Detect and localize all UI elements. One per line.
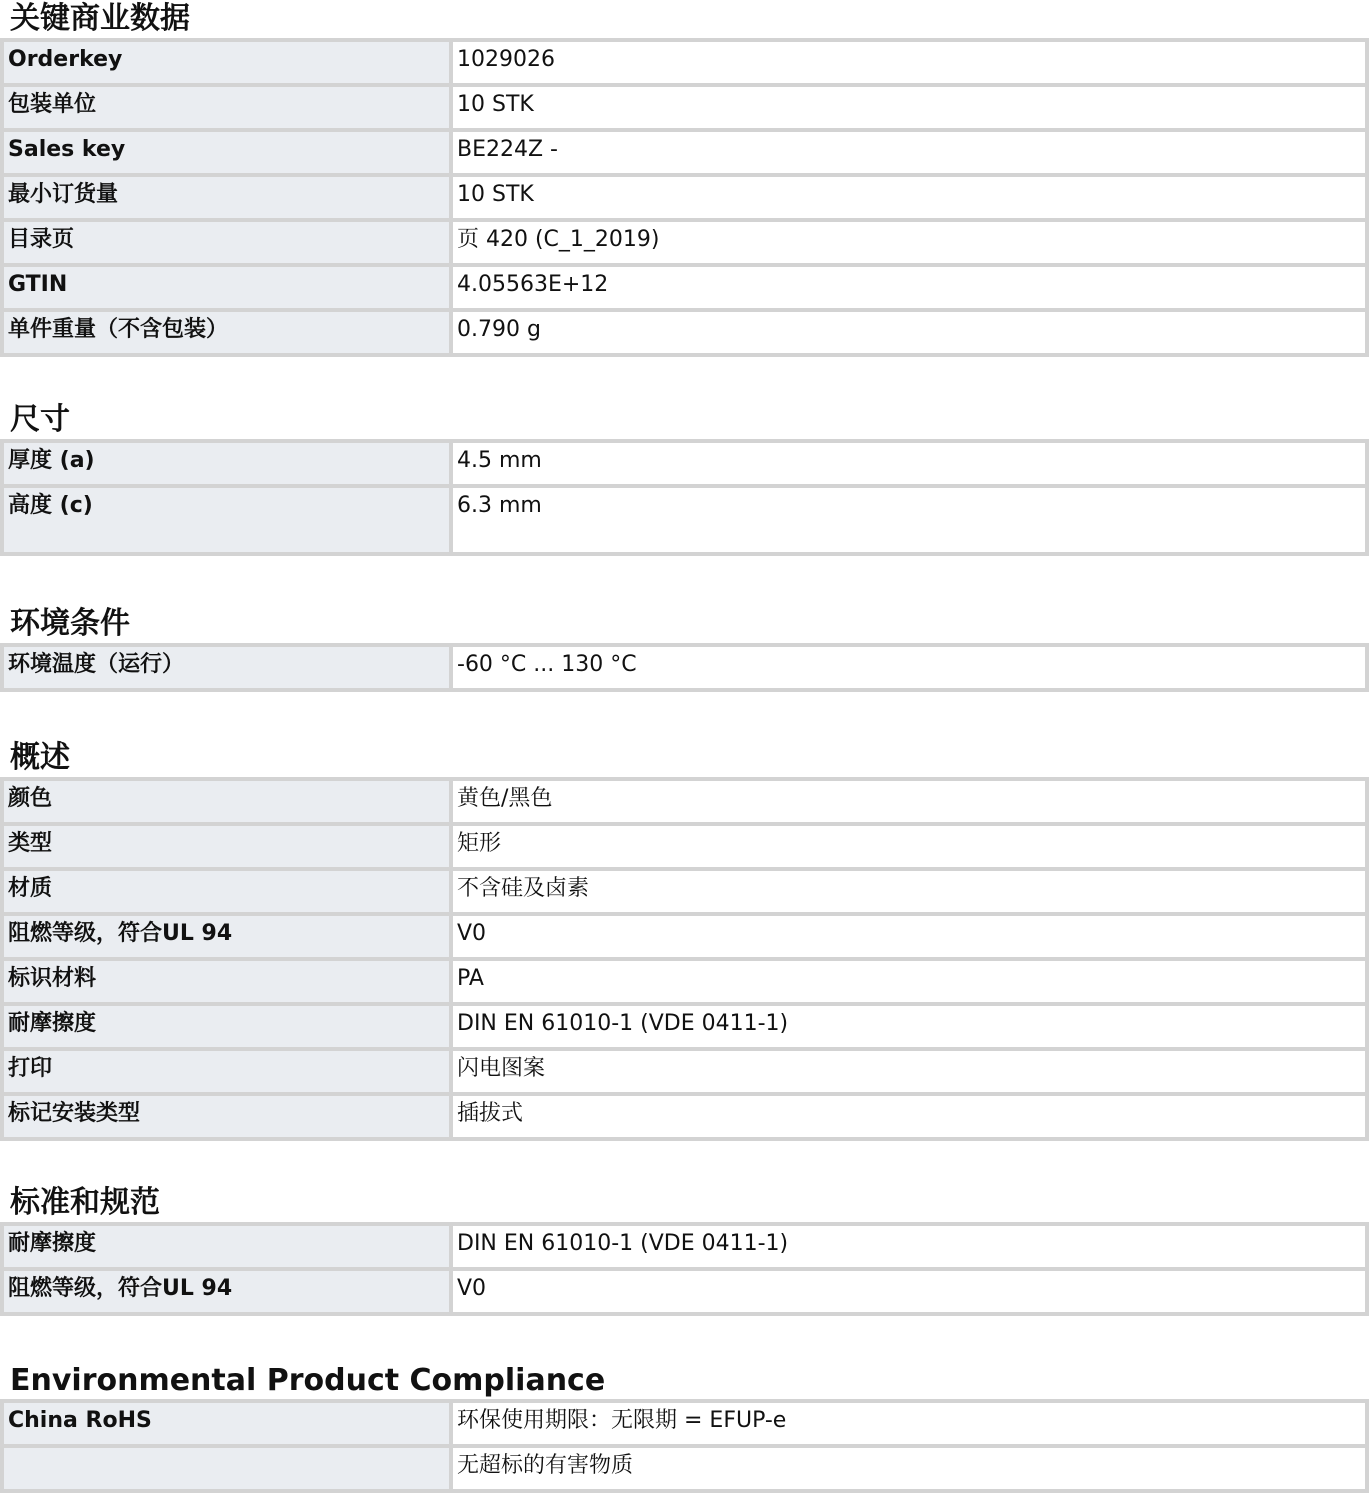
- row-label: 阻燃等级，符合UL 94: [4, 1271, 449, 1312]
- row-value: 无超标的有害物质: [453, 1448, 1365, 1489]
- section-title-key-business-data: 关键商业数据: [10, 1, 190, 36]
- row-value: -60 °C ... 130 °C: [453, 647, 1365, 688]
- table-row: [4, 132, 1365, 173]
- row-value: 1029026: [453, 42, 1365, 83]
- row-label: 耐摩擦度: [4, 1226, 449, 1267]
- row-value: 插拔式: [453, 1096, 1365, 1137]
- section-title-overview: 概述: [10, 740, 70, 775]
- table-row: [4, 42, 1365, 83]
- environmental-compliance-table: [0, 1399, 1369, 1493]
- row-label: GTIN: [4, 267, 449, 308]
- row-label: Orderkey: [4, 42, 449, 83]
- row-label: 包装单位: [4, 87, 449, 128]
- table-row: [4, 1051, 1365, 1092]
- row-label: Sales key: [4, 132, 449, 173]
- row-label: 耐摩擦度: [4, 1006, 449, 1047]
- table-row: [4, 826, 1365, 867]
- row-value: 环保使用期限：无限期 = EFUP-e: [453, 1403, 1365, 1444]
- row-value: DIN EN 61010-1 (VDE 0411-1): [453, 1006, 1365, 1047]
- table-row: [4, 1403, 1365, 1444]
- row-value: V0: [453, 916, 1365, 957]
- row-value: V0: [453, 1271, 1365, 1312]
- row-label: 打印: [4, 1051, 449, 1092]
- table-row: [4, 871, 1365, 912]
- table-row: [4, 87, 1365, 128]
- row-value: 页 420 (C_1_2019): [453, 222, 1365, 263]
- table-row: [4, 488, 1365, 552]
- row-value: 10 STK: [453, 177, 1365, 218]
- row-label: 阻燃等级，符合UL 94: [4, 916, 449, 957]
- dimensions-table: [0, 439, 1369, 556]
- table-row: [4, 961, 1365, 1002]
- row-value: BE224Z -: [453, 132, 1365, 173]
- row-value: 4.5 mm: [453, 443, 1365, 484]
- row-label: [4, 1448, 449, 1489]
- table-row: [4, 312, 1365, 353]
- standards-table: [0, 1222, 1369, 1316]
- table-row: [4, 1271, 1365, 1312]
- row-label: 厚度 (a): [4, 443, 449, 484]
- row-label: China RoHS: [4, 1403, 449, 1444]
- environment-table: [0, 643, 1369, 692]
- table-row: [4, 1096, 1365, 1137]
- row-label: 目录页: [4, 222, 449, 263]
- section-title-standards: 标准和规范: [10, 1185, 160, 1220]
- section-title-dimensions: 尺寸: [10, 402, 70, 437]
- row-label: 类型: [4, 826, 449, 867]
- section-title-environment: 环境条件: [10, 606, 130, 641]
- table-row: [4, 177, 1365, 218]
- table-row: [4, 267, 1365, 308]
- key-business-data-table: [0, 38, 1369, 357]
- row-value: 不含硅及卤素: [453, 871, 1365, 912]
- table-row: [4, 1448, 1365, 1489]
- row-value: 矩形: [453, 826, 1365, 867]
- row-value: PA: [453, 961, 1365, 1002]
- table-row: [4, 1226, 1365, 1267]
- row-value: 0.790 g: [453, 312, 1365, 353]
- row-label: 高度 (c): [4, 488, 449, 552]
- table-row: [4, 443, 1365, 484]
- row-value: 4.05563E+12: [453, 267, 1365, 308]
- section-title-environmental-compliance: Environmental Product Compliance: [10, 1363, 606, 1398]
- row-label: 颜色: [4, 781, 449, 822]
- table-row: [4, 647, 1365, 688]
- row-value: 10 STK: [453, 87, 1365, 128]
- row-value: 6.3 mm: [453, 488, 1365, 552]
- row-value: DIN EN 61010-1 (VDE 0411-1): [453, 1226, 1365, 1267]
- row-label: 最小订货量: [4, 177, 449, 218]
- row-label: 单件重量（不含包装）: [4, 312, 449, 353]
- table-row: [4, 916, 1365, 957]
- row-label: 标记安装类型: [4, 1096, 449, 1137]
- overview-table: [0, 777, 1369, 1141]
- row-label: 环境温度（运行）: [4, 647, 449, 688]
- table-row: [4, 1006, 1365, 1047]
- row-value: 黄色/黑色: [453, 781, 1365, 822]
- table-row: [4, 222, 1365, 263]
- row-label: 标识材料: [4, 961, 449, 1002]
- row-label: 材质: [4, 871, 449, 912]
- row-value: 闪电图案: [453, 1051, 1365, 1092]
- table-row: [4, 781, 1365, 822]
